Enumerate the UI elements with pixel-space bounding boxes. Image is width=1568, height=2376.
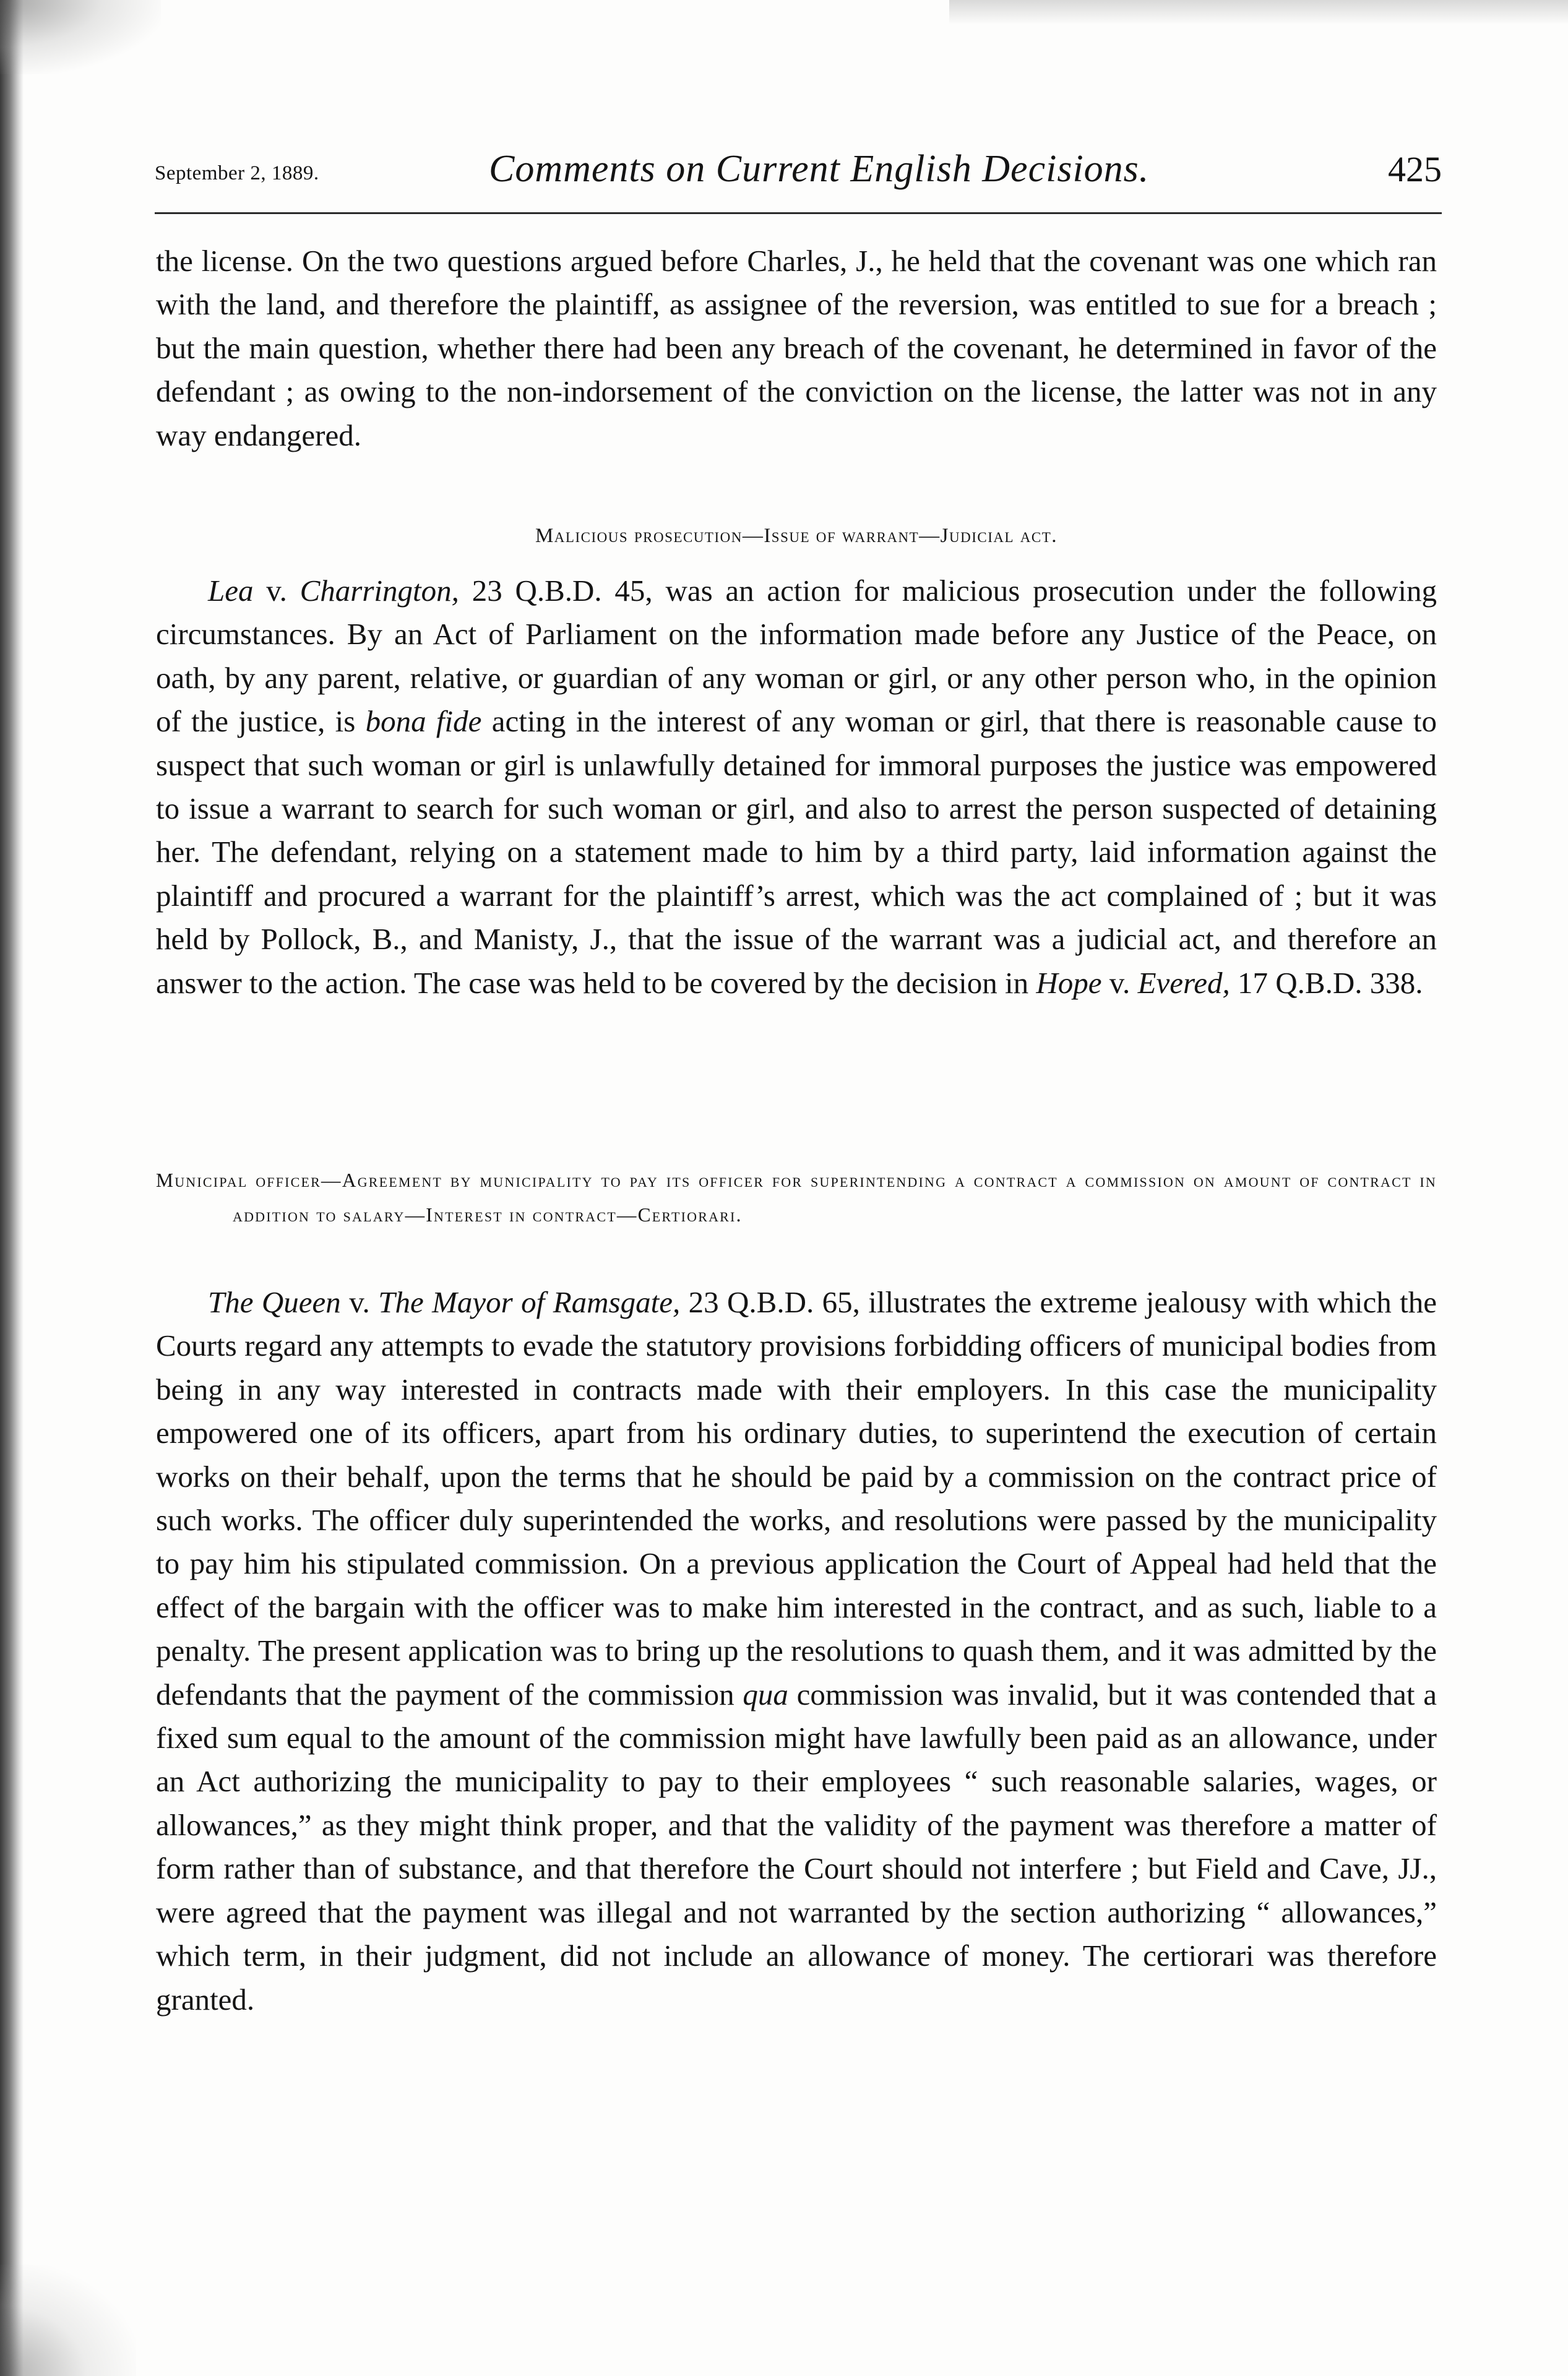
case-name: The Queen <box>208 1285 341 1319</box>
case-name: The Mayor of Ramsgate, <box>378 1285 681 1319</box>
section-heading-malicious-prosecution: Malicious prosecution—Issue of warrant—Judicial act. <box>535 525 1058 547</box>
body-text: commission was invalid, but it was contended that a fixed sum equal to the amount of the commission might have lawfully been paid as an allowance, under an Act authorizing the municipality to pay to their employees “ such reasonable salaries, wages, or allowances,” as they might think proper, and that the validity of the payment was therefore a matter of form rather than of substance, and that therefore the Court should not interfere ; but Field and Cave, JJ., were agreed that the payment was illegal and not warranted by the section authorizing “ allowances,” which term, in their judgment, did not include an allowance of money. The certiorari was therefore granted. <box>156 1677 1437 2017</box>
versus: v. <box>340 1285 379 1319</box>
scan-corner-shadow <box>0 0 161 74</box>
scan-edge-left <box>0 0 24 2376</box>
case-name: Charrington, <box>299 574 459 608</box>
section-heading-municipal-officer: Municipal officer—Agreement by municipality to pay its officer for superintending a contract a commission on amount of contract in addition to salary—Interest in contract—Certiorari. <box>156 1169 1437 1226</box>
body-text: was an action for malicious prosecution under the following circumstances. By an Act of Parliament on the information made before any Justice of the Peace, on oath, by any parent, relative, or guardian of any woman or girl, or any other person who, in the opinion of the justice, is <box>156 574 1437 739</box>
header-date: September 2, 1889. <box>155 162 319 184</box>
running-head <box>155 142 1442 198</box>
scan-corner-shadow <box>0 2265 136 2376</box>
case-name: Lea <box>208 574 254 608</box>
italic-phrase: qua <box>743 1677 788 1711</box>
paragraph-continued: the license. On the two questions argued before Charles, J., he held that the covenant was one which ran with the land, and therefore the plaintiff, as assignee of the reversion, was entitled to sue for a breach ; but the main question, whether there had been any breach of the covenant, he determined in favor of the defendant ; as owing to the non-indorsement of the conviction on the license, the latter was not in any way endangered. <box>156 244 1437 452</box>
citation: 23 Q.B.D. 65, <box>680 1285 869 1319</box>
case-name: Hope <box>1036 965 1102 1000</box>
page-number: 425 <box>1388 149 1442 189</box>
versus: v. <box>1101 965 1138 1000</box>
case-name: Evered, <box>1137 965 1230 1000</box>
body-text: illustrates the extreme jealousy with which the Courts regard any attempts to evade the statutory provisions forbidding officers of municipal bodies from being in any way interested in contracts made with their employers. In this case the municipality empowered one of its officers, apart from his ordinary duties, to superintend the execution of certain works on their behalf, upon the terms that he should be paid by a commission on the contract price of such works. The officer duly superintended the works, and resolutions were passed by the municipality to pay him his stipulated commission. On a previous application the Court of Appeal had held that the effect of the bargain with the officer was to make him interested in the contract, and as such, liable to a penalty. The present application was to bring up the resolutions to quash them, and it was admitted by the defendants that the payment of the commission <box>156 1285 1437 1711</box>
header-title: Comments on Current English Decisions. <box>489 148 1150 190</box>
body-text: acting in the interest of any woman or girl, that there is reasonable cause to suspect that such woman or girl is unlawfully detained for immoral purposes the justice was empowered to issue a warrant to search for such woman or girl, and also to arrest the person suspected of detaining her. The defendant, relying on a statement made to him by a third party, laid information against the plaintiff and procured a warrant for the plaintiff’s arrest, which was the act complained of ; but it was held by Pollock, B., and Manisty, J., that the issue of the warrant was a judicial act, and therefore an answer to the action. The case was held to be covered by the decision in <box>156 704 1437 1000</box>
citation: 17 Q.B.D. 338. <box>1230 965 1423 1000</box>
versus: v. <box>253 574 300 608</box>
header-rule <box>155 212 1442 214</box>
citation: 23 Q.B.D. 45, <box>459 574 666 608</box>
paragraph-lea-v-charrington <box>156 569 1437 1005</box>
scan-edge-top <box>949 0 1568 25</box>
paragraph-queen-v-mayor-of-ramsgate <box>156 1281 1437 2021</box>
italic-phrase: bona fide <box>365 704 482 739</box>
